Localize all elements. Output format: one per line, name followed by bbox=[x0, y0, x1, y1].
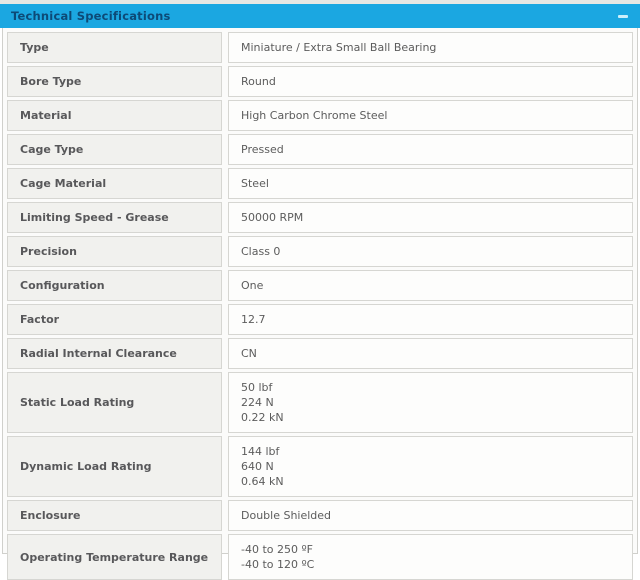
spec-label: Material bbox=[7, 100, 222, 131]
spec-row bbox=[7, 372, 633, 433]
spec-value bbox=[228, 202, 633, 233]
spec-value-line: CN bbox=[241, 347, 257, 360]
spec-table bbox=[2, 28, 638, 571]
spec-value-line: -40 to 250 ºF bbox=[241, 543, 314, 556]
spec-label: Bore Type bbox=[7, 66, 222, 97]
spec-value bbox=[228, 304, 633, 335]
spec-row bbox=[7, 32, 633, 63]
spec-value bbox=[228, 134, 633, 165]
collapse-minus-icon[interactable] bbox=[617, 9, 629, 23]
spec-value-line: High Carbon Chrome Steel bbox=[241, 109, 388, 122]
spec-value-line: Class 0 bbox=[241, 245, 281, 258]
spec-value-line: Miniature / Extra Small Ball Bearing bbox=[241, 41, 437, 54]
spec-label: Factor bbox=[7, 304, 222, 335]
spec-row bbox=[7, 436, 633, 497]
spec-value bbox=[228, 100, 633, 131]
panel-header bbox=[0, 4, 640, 28]
spec-value-line: 50000 RPM bbox=[241, 211, 304, 224]
spec-label: Enclosure bbox=[7, 500, 222, 531]
spec-value bbox=[228, 534, 633, 580]
spec-value-line: 224 N bbox=[241, 396, 274, 409]
spec-row bbox=[7, 500, 633, 531]
spec-row bbox=[7, 304, 633, 335]
spec-row bbox=[7, 134, 633, 165]
spec-label: Precision bbox=[7, 236, 222, 267]
spec-value-line: 0.22 kN bbox=[241, 411, 284, 424]
spec-row bbox=[7, 236, 633, 267]
spec-row bbox=[7, 202, 633, 233]
spec-value-line: Double Shielded bbox=[241, 509, 332, 522]
spec-label: Configuration bbox=[7, 270, 222, 301]
spec-value-line: 50 lbf bbox=[241, 381, 273, 394]
spec-row bbox=[7, 270, 633, 301]
spec-label: Operating Temperature Range bbox=[7, 534, 222, 580]
spec-value-line: 12.7 bbox=[241, 313, 266, 326]
spec-value bbox=[228, 500, 633, 531]
spec-value-line: Pressed bbox=[241, 143, 284, 156]
spec-value bbox=[228, 372, 633, 433]
spec-row bbox=[7, 534, 633, 580]
spec-row bbox=[7, 66, 633, 97]
spec-value-line: Round bbox=[241, 75, 276, 88]
spec-value-line: 640 N bbox=[241, 460, 274, 473]
spec-label: Dynamic Load Rating bbox=[7, 436, 222, 497]
spec-value-line: -40 to 120 ºC bbox=[241, 558, 315, 571]
spec-value bbox=[228, 168, 633, 199]
spec-label: Radial Internal Clearance bbox=[7, 338, 222, 369]
spec-row bbox=[7, 338, 633, 369]
spec-value bbox=[228, 66, 633, 97]
spec-label: Limiting Speed - Grease bbox=[7, 202, 222, 233]
spec-value-line: One bbox=[241, 279, 264, 292]
spec-value bbox=[228, 270, 633, 301]
spec-label: Cage Type bbox=[7, 134, 222, 165]
spec-label: Type bbox=[7, 32, 222, 63]
spec-label: Static Load Rating bbox=[7, 372, 222, 433]
spec-value-line: 0.64 kN bbox=[241, 475, 284, 488]
spec-label: Cage Material bbox=[7, 168, 222, 199]
spec-value bbox=[228, 236, 633, 267]
spec-value bbox=[228, 436, 633, 497]
spec-value bbox=[228, 338, 633, 369]
spec-row bbox=[7, 100, 633, 131]
spec-value-line: 144 lbf bbox=[241, 445, 280, 458]
spec-row bbox=[7, 168, 633, 199]
spec-value-line: Steel bbox=[241, 177, 269, 190]
panel-title: Technical Specifications bbox=[11, 9, 171, 23]
spec-value bbox=[228, 32, 633, 63]
